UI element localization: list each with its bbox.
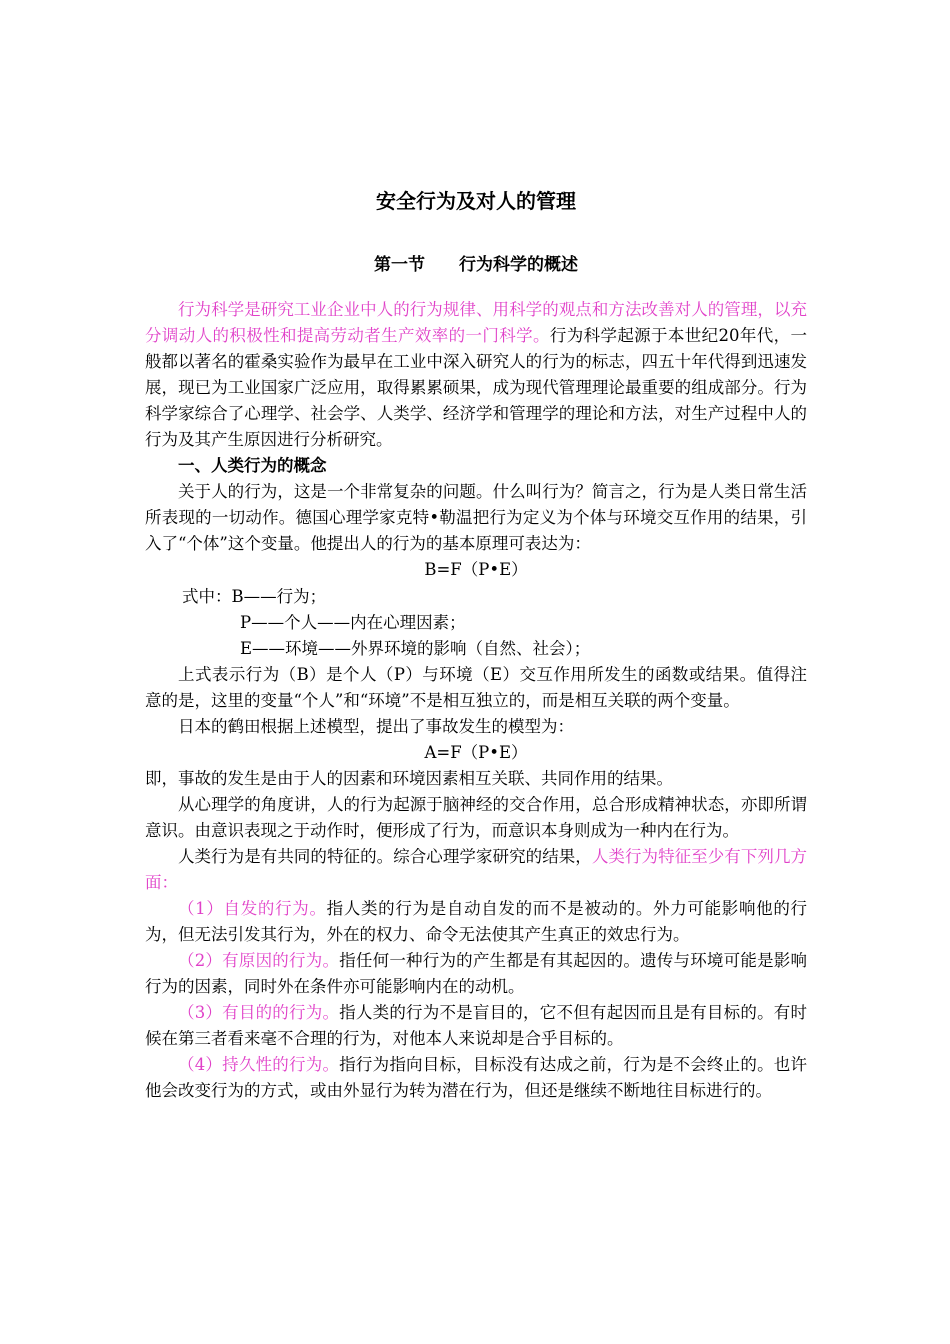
- intro-paragraph: [145, 297, 807, 453]
- characteristic-text-1: 指人类的行为是自动自发的而不是被动的。外力可能影响他的行为，但无法引发其行为，外在的权力、命令无法使其产生真正的效忠行为。: [145, 899, 808, 945]
- characteristic-label-1: （1）自发的行为。: [178, 899, 327, 919]
- characteristics-intro-highlight: 人类行为特征至少有下列几方面：: [145, 846, 808, 893]
- characteristic-label-3: （3）有目的的行为。: [178, 1003, 340, 1023]
- formula-accident: A=F（P•E）: [424, 742, 528, 762]
- characteristic-item-1: [145, 896, 807, 948]
- document-title: 安全行为及对人的管理: [376, 189, 576, 213]
- characteristic-item-2: [145, 948, 807, 1000]
- formula-def-b: 式中：B——行为；: [182, 586, 327, 606]
- subheading-behavior-concept: 一、人类行为的概念: [178, 456, 327, 476]
- section-number: 第一节: [374, 255, 425, 275]
- characteristic-text-3: 指人类的行为不是盲目的，它不但有起因而且是有目标的。有时候在第三者看来毫不合理的行为，对他本人来说却是合乎目标的。: [145, 1003, 808, 1049]
- accident-explanation-paragraph: 即，事故的发生是由于人的因素和环境因素相互关联、共同作用的结果。: [145, 768, 673, 788]
- behavior-definition-paragraph: 关于人的行为，这是一个非常复杂的问题。什么叫行为？简言之，行为是人类日常生活所表现的一切动作。德国心理学家克特•勒温把行为定义为个体与环境交互作用的结果，引入了“个体”这个变量。他提出人的行为的基本原理可表达为：: [145, 482, 807, 554]
- document-body: [145, 297, 807, 1104]
- section-heading: [145, 252, 807, 278]
- formula-explanation-paragraph: 上式表示行为（B）是个人（P）与环境（E）交互作用所发生的函数或结果。值得注意的是，这里的变量“个人”和“环境”不是相互独立的，而是相互关联的两个变量。: [145, 664, 807, 710]
- psychology-paragraph: 从心理学的角度讲，人的行为起源于脑神经的交合作用，总合形成精神状态，亦即所谓意识。由意识表现之于动作时，便形成了行为，而意识本身则成为一种内在行为。: [145, 794, 807, 840]
- intro-highlight: 行为科学是研究工业企业中人的行为规律、用科学的观点和方法改善对人的管理，以充分调动人的积极性和提高劳动者生产效率的一门科学。: [145, 300, 807, 346]
- section-name: 行为科学的概述: [459, 255, 578, 275]
- intro-text: 行为科学起源于本世纪20年代，一般都以著名的霍桑实验作为最早在工业中深入研究人的行为的标志，四五十年代得到迅速发展，现已为工业国家广泛应用，取得累累硕果，成为现代管理理论最重要的组成部分。行为科学家综合了心理学、社会学、人类学、经济学和管理学的理论和方法，对生产过程中人的行为及其产生原因进行分析研究。: [145, 326, 807, 450]
- formula-def-p: P——个人——内在心理因素；: [240, 612, 466, 632]
- characteristic-text-4: 指行为指向目标，目标没有达成之前，行为是不会终止的。也许他会改变行为的方式，或由外显行为转为潜在行为，但还是继续不断地往目标进行的。: [145, 1055, 808, 1101]
- characteristic-label-4: （4）持久性的行为。: [178, 1055, 340, 1075]
- characteristic-item-3: [145, 1000, 807, 1052]
- tsuruta-paragraph: 日本的鹤田根据上述模型，提出了事故发生的模型为：: [178, 716, 574, 736]
- characteristic-text-2: 指任何一种行为的产生都是有其起因的。遗传与环境可能是影响行为的因素，同时外在条件亦可能影响内在的动机。: [145, 951, 808, 997]
- formula-lewin: B=F（P•E）: [424, 560, 528, 580]
- characteristic-item-4: [145, 1052, 807, 1104]
- formula-def-e: E——环境——外界环境的影响（自然、社会）；: [240, 638, 591, 658]
- characteristics-intro-paragraph: [145, 844, 807, 896]
- characteristics-intro-text: 人类行为是有共同的特征的。综合心理学家研究的结果，: [178, 846, 592, 866]
- characteristic-label-2: （2）有原因的行为。: [178, 951, 340, 971]
